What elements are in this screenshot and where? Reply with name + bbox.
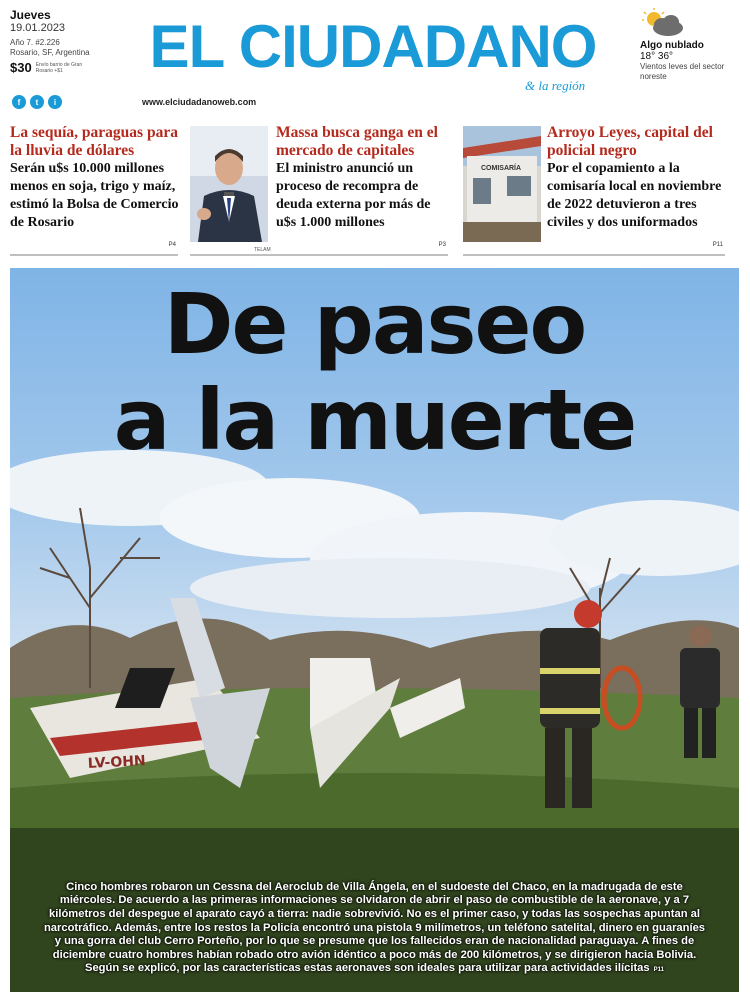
edition-place: Rosario, SF, Argentina	[10, 48, 90, 57]
minister-photo	[190, 126, 268, 242]
divider	[190, 254, 448, 256]
social-links	[12, 95, 62, 109]
station-sign: COMISARÍA	[481, 165, 522, 172]
teaser-headline[interactable]: Massa busca ganga en el mercado de capitales	[276, 124, 438, 159]
issue-number: Año 7. #2.226	[10, 38, 60, 47]
masthead	[0, 0, 750, 118]
page-reference: P11	[653, 967, 664, 974]
website-url[interactable]: www.elciudadanoweb.com	[142, 97, 257, 107]
hero-caption-text: Cinco hombres robaron un Cessna del Aeroclub de Villa Ángela, en el sudoeste del Chaco, en la madrugada de este miércoles. De acuerdo a las primeras informaciones se olvidaron de abrir el paso de combustible de la aeronave, y a 7 kilómetros del despegue el aparato cayó a tierra: nadie sobrevivió. No es el primer caso, y todas las sospechas apuntan al narcotráfico. Además, entre los restos la Policía encontró una pistola 9 milímetros, un teléfono satelital, dinero en guaraníes y una gorra del club Cerro Porteño, por lo que se presume que los fallecidos eran de nacionalidad paraguaya. A fines de diciembre cuatro hombres habían robado otro avión idéntico a poco más de 200 kilómetros, y se dirigieron hacia Bolivia. Según se explicó, por las características estas aeronaves son ideales para utilizar para actividades ilícitas	[43, 880, 706, 975]
teaser-drought[interactable]	[10, 120, 178, 258]
main-headline[interactable]	[10, 276, 739, 468]
teaser-arroyo-leyes[interactable]	[463, 120, 725, 258]
page-reference: P11	[712, 242, 723, 248]
teaser-headline[interactable]: Arroyo Leyes, capital del policial negro	[547, 124, 713, 159]
teaser-summary: Por el copamiento a la comisaría local en noviembre de 2022 detuvieron a tres civiles y dos uniformados	[547, 161, 722, 230]
date-block	[10, 8, 130, 75]
teaser-massa[interactable]	[190, 120, 448, 258]
page-reference: P4	[168, 242, 176, 248]
photo-credit: TELAM	[254, 247, 271, 253]
main-headline-line1: De paseo	[163, 275, 586, 373]
weather-box	[640, 8, 745, 82]
divider	[463, 254, 725, 256]
twitter-icon[interactable]: t	[30, 95, 44, 109]
main-headline-line2: a la muerte	[113, 371, 636, 469]
weather-condition: Algo nublado	[640, 40, 704, 51]
price: $30	[10, 60, 32, 75]
teaser-row	[0, 120, 750, 262]
tagline: & la región	[525, 78, 586, 93]
plane-registration: LV-OHN	[87, 752, 147, 772]
partly-cloudy-icon	[640, 8, 686, 38]
divider	[10, 254, 178, 256]
hero-story[interactable]	[10, 268, 739, 992]
price-row	[10, 60, 130, 75]
teaser-summary: El ministro anunció un proceso de recompra de deuda externa por más de u$s 1.000 millones	[276, 161, 431, 230]
teaser-summary: Serán u$s 10.000 millones menos en soja, trigo y maíz, estimó la Bolsa de Comercio de Rosario	[10, 161, 179, 230]
page-reference: P3	[438, 242, 446, 248]
edition-date: 19.01.2023	[10, 22, 66, 34]
facebook-icon[interactable]: f	[12, 95, 26, 109]
instagram-icon[interactable]: i	[48, 95, 62, 109]
police-station-photo	[463, 126, 541, 242]
teaser-headline[interactable]: La sequía, paraguas para la lluvia de dólares	[10, 124, 178, 159]
hero-caption	[10, 881, 739, 978]
weather-temperature: 18° 36°	[640, 51, 674, 62]
edition-day: Jueves	[10, 8, 51, 22]
newspaper-logo[interactable]: EL CIUDADANO	[149, 13, 597, 80]
weather-wind: Vientos leves del sector noreste	[640, 62, 725, 81]
price-note: Envío barrio de Gran Rosario +$1	[35, 61, 83, 74]
